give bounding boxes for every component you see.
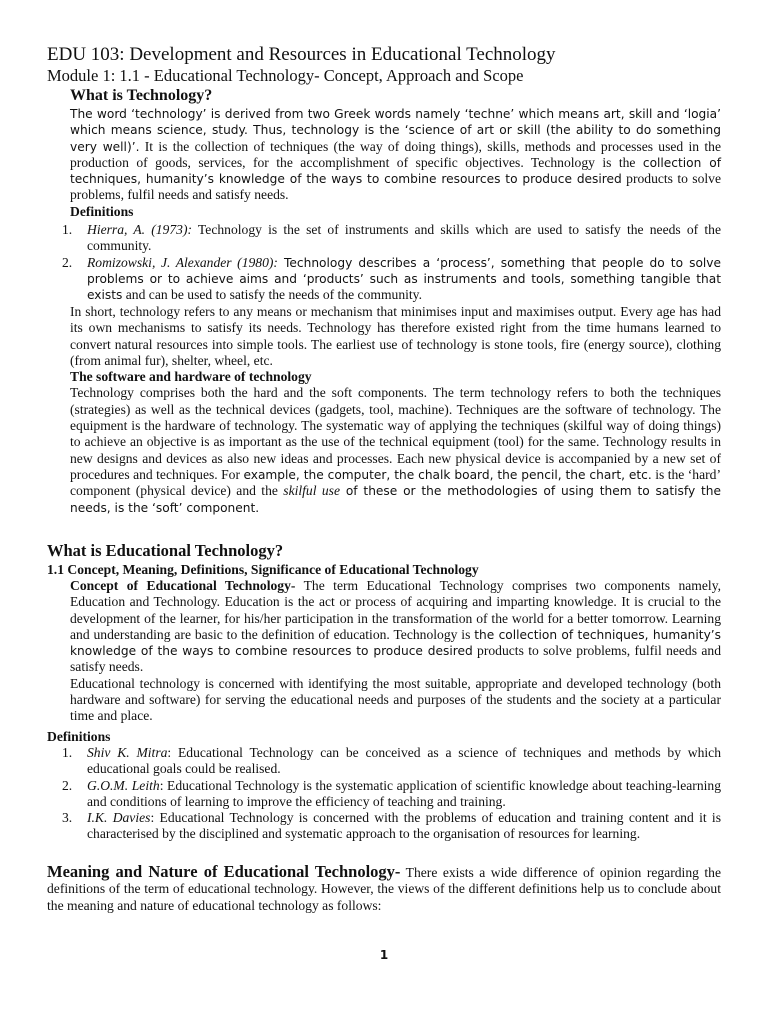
concept-text-2: products to solve problems, fulfil needs and satisfy needs.: [70, 643, 721, 675]
skilful-use-text: skilful use: [283, 483, 340, 499]
intro-serif-text-2: products to solve problems, fulfil needs and satisfy needs.: [70, 171, 722, 203]
concept-sans-text: the collection of techniques, humanity’s knowledge of the ways to combine resources to produce desired: [70, 627, 722, 659]
definition-author: G.O.M. Leith: [87, 777, 160, 793]
definition-item: [62, 778, 721, 811]
definition-author: Romizowski, J. Alexander (1980):: [87, 254, 278, 270]
sw-hw-sans-text-2: of these or the methodologies of using them to satisfy the needs, is the ‘soft’ component.: [70, 484, 721, 515]
definition-text: and can be used to satisfy the needs of the community.: [122, 287, 422, 303]
definition-text: : Educational Technology can be conceived as a science of techniques and methods by which educational goals could be realised.: [87, 745, 721, 777]
sw-hw-sans-text: example, the computer, the chalk board, the pencil, the chart, etc.: [243, 467, 652, 482]
what-is-educational-technology-heading: What is Educational Technology?: [47, 541, 284, 560]
sw-hw-text-2: is the ‘hard’ component (physical device) and the: [70, 466, 721, 499]
technology-intro-block: [70, 106, 721, 220]
et-definitions-heading: Definitions: [47, 729, 111, 744]
definition-item: [62, 255, 721, 304]
definition-item: [62, 810, 721, 843]
definition-number: 2.: [62, 777, 73, 793]
definition-number: 1.: [62, 222, 73, 237]
definition-number: 1.: [62, 745, 73, 760]
definition-author: Shiv K. Mitra: [87, 745, 168, 760]
definition-item: [62, 222, 721, 255]
course-title: EDU 103: Development and Resources in Educational Technology: [47, 44, 556, 65]
et-concern-paragraph: Educational technology is concerned with identifying the most suitable, appropriate and developed technology (both hardware and software) for serving the educational needs and purposes of the students and the society at a particular time and place.: [70, 675, 721, 724]
definition-text-sans: Technology describes a ‘process’, something that people do to solve problems or to achieve aims and ‘products’ such as instruments and tools, something tangible that exists: [87, 255, 722, 303]
intro-serif-text: It is the collection of techniques (the way of doing things), skills, methods and processes used in the production of goods, services, for the accomplishment of specific objectives. Technology is the: [70, 138, 721, 170]
meaning-nature-paragraph: [47, 864, 721, 914]
definition-text: Technology is the set of instruments and skills which are used to satisfy the needs of the community.: [87, 222, 721, 254]
module-line: Module 1: 1.1 - Educational Technology- Concept, Approach and Scope: [47, 66, 524, 85]
et-definitions-list: [62, 745, 721, 843]
concept-lead: Concept of Educational Technology-: [70, 578, 296, 593]
meaning-nature-lead: Meaning and Nature of Educational Technology-: [47, 862, 401, 881]
in-short-paragraph: In short, technology refers to any means or mechanism that minimises input and maximises output. Every age has had its own mechanisms to satisfy its needs. Technology has therefore existed right from the time humans learned to convert natural resources into simple tools. The earliest use of technology is stone tools, fire (energy source), clothing (from animal fur), shelter, wheel, etc.: [70, 304, 721, 368]
concept-paragraph: [70, 578, 721, 676]
intro-sans-text-2: collection of techniques, humanity’s knowledge of the ways to combine resources to produce desired: [70, 155, 721, 187]
concept-section-heading: 1.1 Concept, Meaning, Definitions, Significance of Educational Technology: [47, 562, 479, 577]
definition-text: : Educational Technology is the systematic application of scientific knowledge about teaching-learning and conditions of learning to improve the efficiency of teaching and training.: [87, 777, 722, 809]
what-is-technology-heading: What is Technology?: [70, 87, 213, 104]
technology-body-block: [70, 304, 721, 516]
educational-technology-block: [70, 578, 721, 725]
definition-author: I.K. Davies: [87, 810, 151, 826]
software-hardware-paragraph: [70, 385, 721, 515]
definition-item: [62, 745, 721, 778]
definitions-heading: Definitions: [70, 203, 134, 219]
technology-definitions-list: [62, 222, 721, 303]
definition-author: Hierra, A. (1973):: [87, 222, 192, 237]
concept-text: The term Educational Technology comprises two components namely, Education and Technology. Education is the act or process of acquiring and imparting knowledge. It is crucial to the development of the learner, for his/her participation in the transformation of the world for a better tomorrow. Learning and understanding are basic to the definition of education. Technology is: [70, 578, 722, 642]
intro-sans-text: The word ‘technology’ is derived from two Greek words namely ‘techne’ which means art, skill and ‘logia’ which means science, study. Thus, technology is the ‘science of art or skill (the ability to do something very well)’.: [70, 107, 721, 154]
technology-intro-paragraph: [70, 106, 721, 204]
meaning-nature-text: There exists a wide difference of opinion regarding the definitions of the term of educational technology. However, the views of the different definitions help us to conclude about the meaning and nature of educational technology as follows:: [47, 865, 721, 913]
definition-text: : Educational Technology is concerned with the problems of education and training content and it is characterised by the disciplined and systematic approach to the organisation of resources for learning.: [87, 810, 721, 842]
definition-number: 2.: [62, 254, 73, 270]
page-number: 1: [379, 948, 389, 962]
definition-number: 3.: [62, 810, 73, 826]
sw-hw-text: Technology comprises both the hard and the soft components. The term technology refers to both the techniques (strategies) as well as the technical devices (gadgets, tool, machine). Techniques are the software of technology. The equipment is the hardware of technology. The systematic way of applying the techniques (skilful way of doing things) to achieve an objective is as important as the use of the technical equipment (tool) for the same. Technology results in new designs and devices as also new ideas and processes. Each new physical device is accompanied by a new set of procedures and techniques. For: [70, 385, 721, 482]
software-hardware-heading: The software and hardware of technology: [70, 369, 312, 385]
